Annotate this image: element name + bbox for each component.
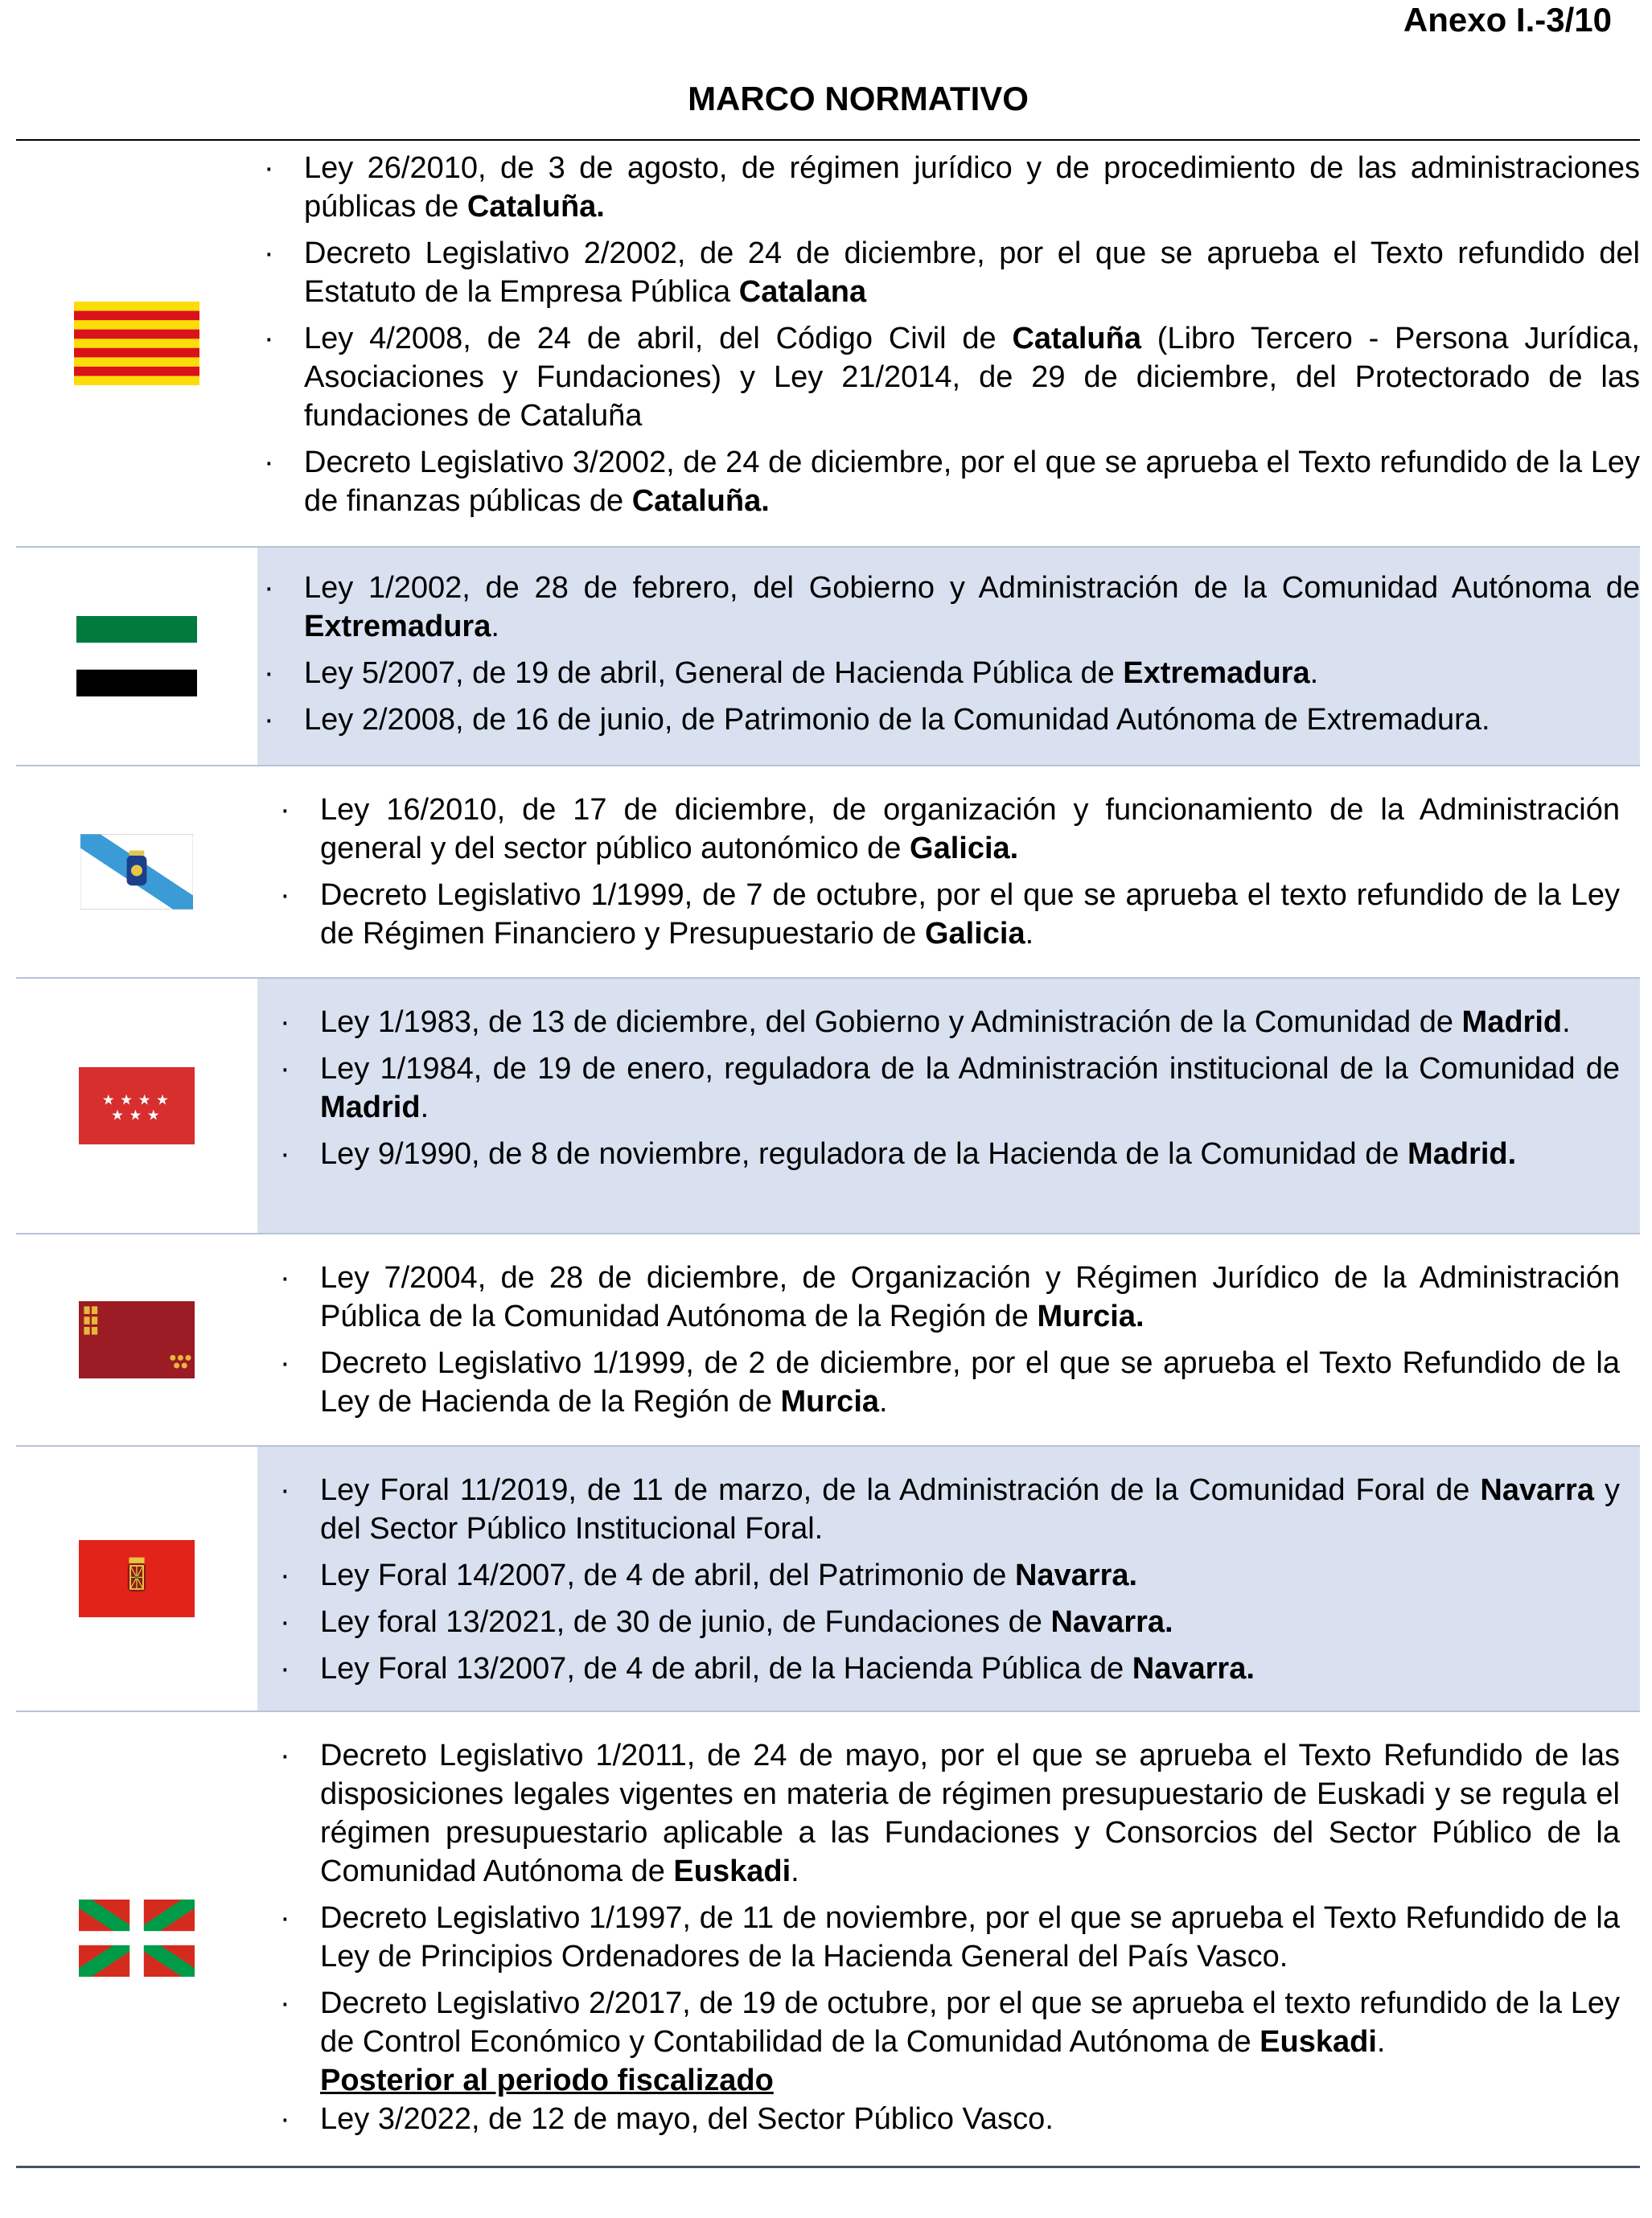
law-item: · Ley Foral 14/2007, de 4 de abril, del Patrimonio de Navarra.: [280, 1559, 1138, 1592]
cataluna-flag: [74, 302, 199, 385]
section-extremadura: [16, 548, 1640, 766]
law-item: · Ley 4/2008, de 24 de abril, del Código Civil de Cataluña (Libro Tercero - Persona Jurídica, Asociaciones y Fundaciones) y Ley 21/2014, de 29 de diciembre, del Protectorado de las fundaciones de Cataluña: [264, 322, 1640, 433]
law-item: · Ley 1/2002, de 28 de febrero, del Gobierno y Administración de la Comunidad Autónoma de Extremadura.: [264, 571, 1640, 643]
law-list: [257, 1259, 1640, 1429]
svg-text:★: ★: [129, 1107, 142, 1124]
law-list: [257, 149, 1640, 528]
law-item: · Decreto Legislativo 2/2002, de 24 de diciembre, por el que se aprueba el Texto refundido del Estatuto de la Empresa Pública Catalana: [264, 236, 1640, 309]
flag-cell: [16, 1712, 257, 2164]
murcia-flag: [79, 1301, 195, 1378]
bottom-rule: [16, 2166, 1640, 2168]
section-content: [257, 1234, 1640, 1445]
section-euskadi: [16, 1712, 1640, 2164]
law-item: · Ley 1/1983, de 13 de diciembre, del Gobierno y Administración de la Comunidad de Madrid.: [280, 1005, 1571, 1039]
law-list: [257, 1003, 1640, 1181]
flag-cell: [16, 979, 257, 1233]
law-item: · Ley foral 13/2021, de 30 de junio, de Fundaciones de Navarra.: [280, 1605, 1173, 1639]
law-item: · Ley Foral 11/2019, de 11 de marzo, de la Administración de la Comunidad Foral de Navarra y del Sector Público Institucional Foral.: [280, 1473, 1621, 1546]
law-item: · Ley 16/2010, de 17 de diciembre, de organización y funcionamiento de la Administración general y del sector público autonómico de Galicia.: [280, 793, 1620, 865]
law-item: · Decreto Legislativo 1/1999, de 7 de octubre, por el que se aprueba el texto refundido de la Ley de Régimen Financiero y Presupuestario de Galicia.: [280, 878, 1620, 951]
law-item: · Ley 5/2007, de 19 de abril, General de Hacienda Pública de Extremadura.: [264, 656, 1319, 690]
section-cataluna: [16, 141, 1640, 548]
madrid-flag: [79, 1067, 195, 1144]
law-list: [257, 1736, 1640, 2146]
euskadi-flag: [79, 1900, 195, 1977]
navarra-flag: [79, 1540, 195, 1617]
law-item: · Ley 7/2004, de 28 de diciembre, de Organización y Régimen Jurídico de la Administración Pública de la Comunidad Autónoma de la Región de Murcia.: [280, 1261, 1620, 1333]
law-item: · Ley Foral 13/2007, de 4 de abril, de la Hacienda Pública de Navarra.: [280, 1652, 1255, 1686]
law-item: · Decreto Legislativo 3/2002, de 24 de diciembre, por el que se aprueba el Texto refundido de la Ley de finanzas públicas de Cataluña.: [264, 446, 1640, 518]
law-item: · Decreto Legislativo 2/2017, de 19 de octubre, por el que se aprueba el texto refundido de la Ley de Control Económico y Contabilidad de la Comunidad Autónoma de Euskadi. Posterior al periodo fiscalizado: [280, 1986, 1620, 2097]
svg-text:★: ★: [156, 1092, 169, 1109]
law-item: · Decreto Legislativo 1/1999, de 2 de diciembre, por el que se aprueba el Texto Refundido de la Ley de Hacienda de la Región de Murcia.: [280, 1346, 1620, 1419]
law-item: · Ley 2/2008, de 16 de junio, de Patrimonio de la Comunidad Autónoma de Extremadura.: [264, 703, 1490, 737]
section-content: [257, 141, 1640, 546]
section-content: [257, 548, 1640, 765]
annex-label: Anexo I.-3/10: [1403, 1, 1612, 39]
section-navarra: [16, 1447, 1640, 1712]
period-note: Posterior al periodo fiscalizado: [320, 2064, 774, 2097]
law-item: · Ley 1/1984, de 19 de enero, reguladora de la Administración institucional de la Comunidad de Madrid.: [280, 1052, 1620, 1124]
law-item: · Ley 3/2022, de 12 de mayo, del Sector Público Vasco.: [280, 2102, 1054, 2136]
section-content: [257, 1447, 1640, 1711]
flag-cell: [16, 1234, 257, 1445]
flag-cell: [16, 1447, 257, 1711]
svg-text:★: ★: [120, 1092, 134, 1109]
page-title: MARCO NORMATIVO: [688, 80, 1029, 117]
svg-text:★: ★: [101, 1092, 115, 1109]
law-item: · Decreto Legislativo 1/1997, de 11 de noviembre, por el que se aprueba el Texto Refundido de la Ley de Principios Ordenadores de la Hacienda General del País Vasco.: [280, 1901, 1620, 1974]
svg-text:★: ★: [146, 1107, 160, 1124]
section-madrid: [16, 979, 1640, 1234]
law-list: [257, 791, 1640, 961]
svg-text:★: ★: [138, 1092, 151, 1109]
section-galicia: [16, 766, 1640, 979]
law-list: [257, 1471, 1640, 1696]
svg-text:★: ★: [111, 1107, 124, 1124]
galicia-flag: [80, 834, 193, 910]
flag-cell: [16, 548, 257, 765]
extremadura-flag: [74, 616, 199, 696]
law-item: · Decreto Legislativo 1/2011, de 24 de mayo, por el que se aprueba el Texto Refundido de las disposiciones legales vigentes en materia de régimen presupuestario de Euskadi y se regula el régimen presupuestario aplicable a las Fundaciones y Consorcios del Sector Público de la Comunidad Autónoma de Euskadi.: [280, 1739, 1620, 1888]
section-content: [257, 766, 1640, 977]
section-murcia: [16, 1234, 1640, 1447]
section-content: [257, 979, 1640, 1233]
law-item: · Ley 9/1990, de 8 de noviembre, reguladora de la Hacienda de la Comunidad de Madrid.: [280, 1137, 1517, 1171]
law-item: · Ley 26/2010, de 3 de agosto, de régimen jurídico y de procedimiento de las administraciones públicas de Cataluña.: [264, 151, 1640, 224]
law-list: [257, 569, 1640, 747]
flag-cell: [16, 141, 257, 546]
flag-cell: [16, 766, 257, 977]
section-content: [257, 1712, 1640, 2164]
